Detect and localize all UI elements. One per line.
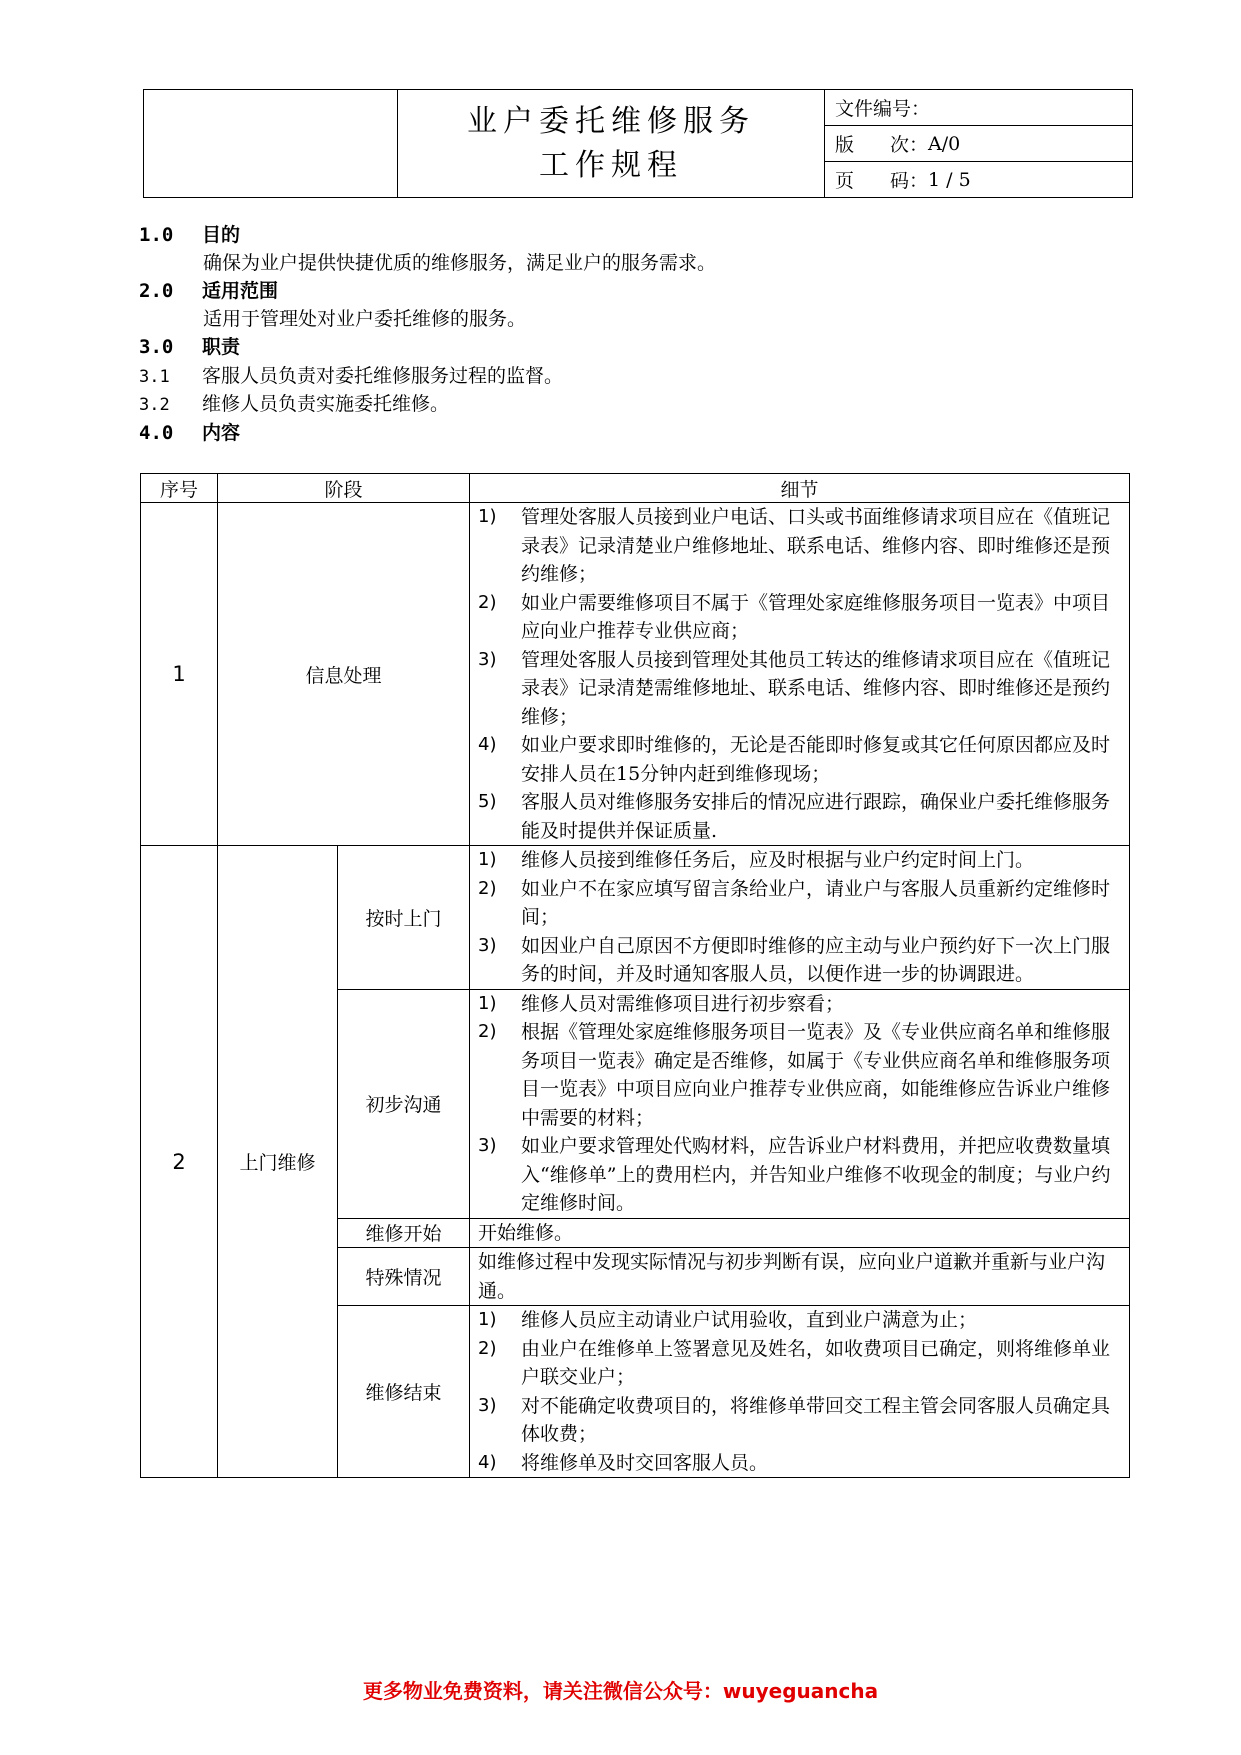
list-item: 4) 将维修单及时交回客服人员。 [478,1451,769,1474]
section-3-heading: 3.0 职责 [139,336,241,358]
doc-number-label: 文件编号： [835,98,931,120]
list-item: 1) 维修人员接到维修任务后，应及时根据与业户约定时间上门。 [478,849,1035,871]
list-item: 4) 如业户要求即时维修的，无论是否能即时修复或其它任何原因都应及时安排人员在15分钟内赶到维修现场； [478,734,1111,785]
list-item: 3) 如业户要求管理处代购材料，应告诉业户材料费用，并把应收费数量填入“维修单”上的费用栏内，并告知业户维修不收现金的制度；与业户约定维修时间。 [478,1135,1111,1214]
row-stage: 上门维修 [218,846,338,1478]
list-item: 2) 如业户不在家应填写留言条给业户，请业户与客服人员重新约定维修时间； [478,877,1111,928]
title-line-2: 工作规程 [539,147,683,183]
substage-name: 维修开始 [338,1218,470,1248]
list-item: 1) 管理处客服人员接到业户电话、口头或书面维修请求项目应在《值班记录表》记录清楚业户维修地址、联系电话、维修内容、即时维修还是预约维修； [478,506,1111,585]
col-header-detail: 细节 [470,474,1130,503]
list-item: 1) 维修人员对需维修项目进行初步察看； [478,992,845,1015]
logo-cell [144,90,398,197]
substage-name: 按时上门 [338,846,470,990]
col-header-seq: 序号 [141,474,218,503]
table-row [141,503,1130,846]
document-header [143,89,1133,198]
row-detail [470,989,1130,1218]
row-detail [470,503,1130,846]
title-line-1: 业户委托维修服务 [467,103,755,139]
version-row [825,125,1132,161]
row-seq: 2 [141,846,218,1478]
row-seq: 1 [141,503,218,846]
col-header-stage: 阶段 [218,474,470,503]
version-label-a: 版 [835,134,855,156]
table-header-row [141,474,1130,503]
section-2-text: 适用于管理处对业户委托维修的服务。 [203,308,527,330]
document-title [398,90,825,197]
section-1-text: 确保为业户提供快捷优质的维修服务，满足业户的服务需求。 [203,252,717,274]
document-meta [825,90,1132,197]
substage-name: 初步沟通 [338,989,470,1218]
footer-notice: 更多物业免费资料，请关注微信公众号：wuyeguancha [362,1679,879,1703]
row-detail: 开始维修。 [470,1218,1130,1248]
section-4-heading: 4.0 内容 [139,422,241,444]
row-detail: 如维修过程中发现实际情况与初步判断有误，应向业户道歉并重新与业户沟通。 [470,1248,1130,1306]
list-item: 3) 如因业户自己原因不方便即时维修的应主动与业户预约好下一次上门服务的时间，并及时通知客服人员，以便作进一步的协调跟进。 [478,934,1111,985]
page-row [825,161,1132,197]
version-label-b: 次： [890,134,929,156]
doc-number-row [825,90,1132,125]
version-value: A/0 [928,132,961,155]
list-item: 5) 客服人员对维修服务安排后的情况应进行跟踪，确保业户委托维修服务能及时提供并保证质量. [478,791,1111,842]
section-3-1: 3.1 客服人员负责对委托维修服务过程的监督。 [139,365,564,387]
row-stage: 信息处理 [218,503,470,846]
page-label-b: 码： [890,170,929,192]
list-item: 3) 对不能确定收费项目的，将维修单带回交工程主管会同客服人员确定具体收费； [478,1394,1111,1445]
section-3-2: 3.2 维修人员负责实施委托维修。 [139,393,450,415]
row-detail [470,846,1130,990]
row-detail [470,1306,1130,1478]
page-value: 1 / 5 [928,168,971,191]
section-2-heading: 2.0 适用范围 [139,280,279,302]
table-row [141,846,1130,990]
page-label-a: 页 [835,170,855,192]
list-item: 2) 根据《管理处家庭维修服务项目一览表》及《专业供应商名单和维修服务项目一览表》确定是否维修，如属于《专业供应商名单和维修服务项目一览表》中项目应向业户推荐专业供应商，如能维修应告诉业户维修中需要的材料； [478,1021,1111,1129]
list-item: 3) 管理处客服人员接到管理处其他员工转达的维修请求项目应在《值班记录表》记录清楚需维修地址、联系电话、维修内容、即时维修还是预约维修； [478,648,1111,728]
procedure-table [140,473,1130,1478]
list-item: 2) 由业户在维修单上签署意见及姓名，如收费项目已确定，则将维修单业户联交业户； [478,1337,1111,1388]
list-item: 1) 维修人员应主动请业户试用验收，直到业户满意为止； [478,1309,978,1331]
substage-name: 特殊情况 [338,1248,470,1306]
list-item: 2) 如业户需要维修项目不属于《管理处家庭维修服务项目一览表》中项目应向业户推荐专业供应商； [478,591,1111,642]
substage-name: 维修结束 [338,1306,470,1478]
section-1-heading: 1.0 目的 [139,224,241,246]
